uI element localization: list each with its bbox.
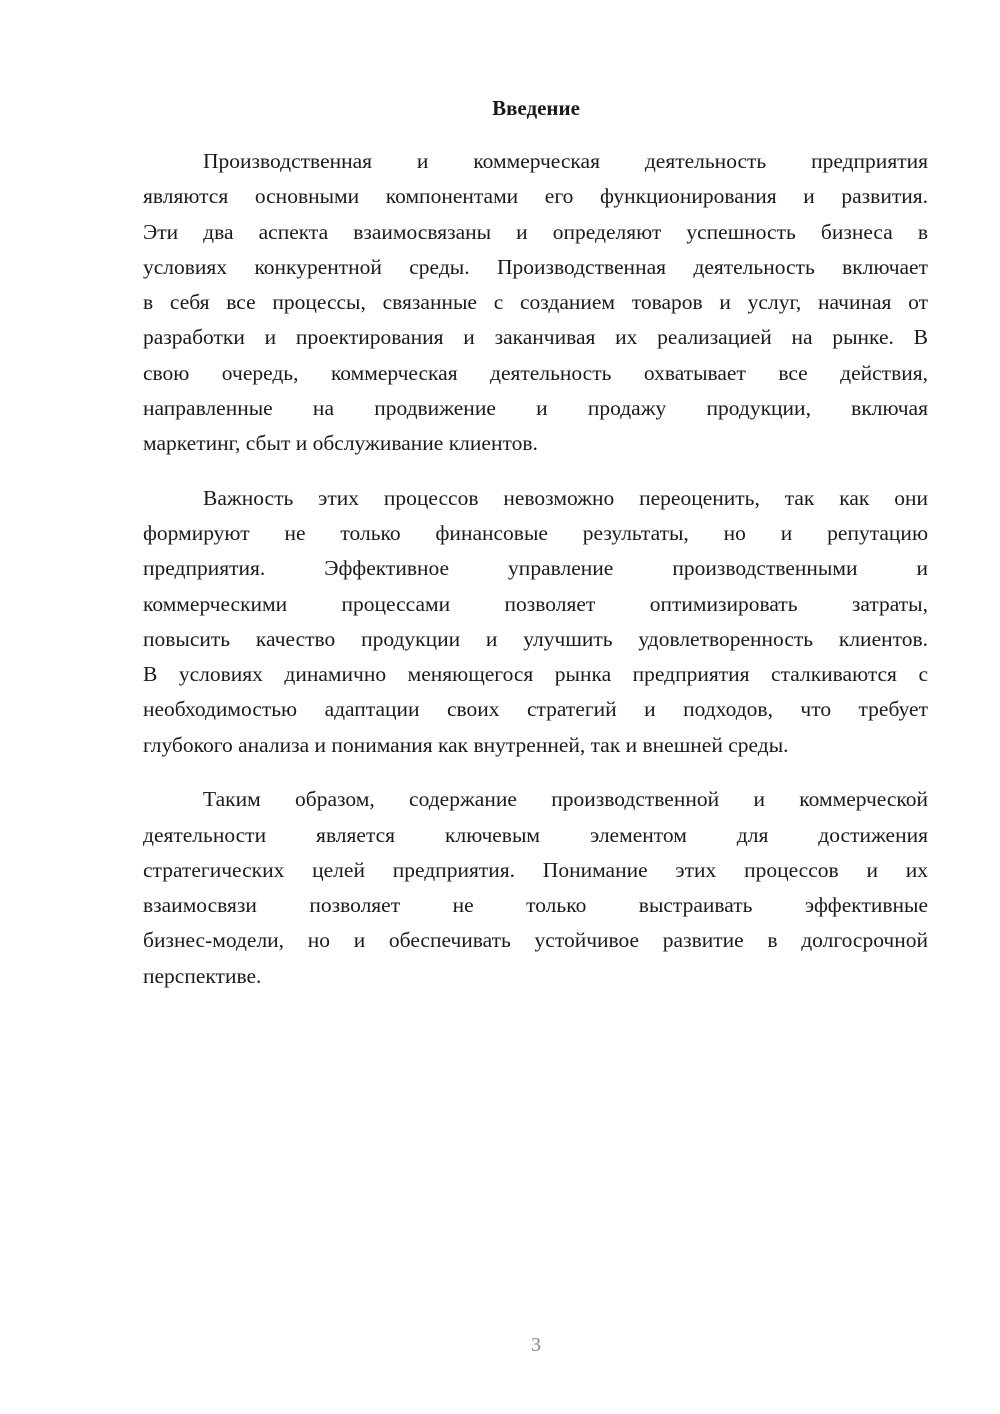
text-line: деятельности является ключевым элементом для достижения	[143, 822, 928, 847]
text-line: маркетинг, сбыт и обслуживание клиентов.	[143, 431, 538, 455]
text-line: условиях конкурентной среды. Производственная деятельность включает	[143, 254, 928, 279]
section-title: Введение	[492, 96, 580, 120]
text-line: перспективе.	[143, 963, 262, 988]
paragraph	[143, 782, 928, 994]
text-line: формируют не только финансовые результаты, но и репутацию	[143, 521, 928, 545]
paragraph	[143, 481, 928, 763]
text-line: разработки и проектирования и заканчивая их реализацией на рынке. В	[143, 325, 928, 350]
text-line: коммерческими процессами позволяет оптимизировать затраты,	[143, 591, 928, 616]
text-line: взаимосвязи позволяет не только выстраивать эффективные	[143, 893, 928, 917]
text-line: Важность этих процессов невозможно переоценить, так как они	[203, 485, 928, 510]
text-line: Производственная и коммерческая деятельность предприятия	[203, 149, 928, 173]
paragraph	[143, 144, 928, 461]
text-line: необходимостью адаптации своих стратегий и подходов, что требует	[143, 697, 928, 722]
text-line: в себя все процессы, связанные с созданием товаров и услуг, начиная от	[143, 290, 928, 314]
text-line: направленные на продвижение и продажу продукции, включая	[143, 395, 928, 420]
text-line: повысить качество продукции и улучшить удовлетворенность клиентов.	[143, 626, 928, 651]
text-line: Таким образом, содержание производственной и коммерческой	[203, 787, 928, 812]
text-line: являются основными компонентами его функционирования и развития.	[143, 184, 928, 209]
text-line: бизнес-модели, но и обеспечивать устойчивое развитие в долгосрочной	[143, 928, 928, 953]
text-line: Эти два аспекта взаимосвязаны и определяют успешность бизнеса в	[143, 219, 928, 244]
text-line: глубокого анализа и понимания как внутренней, так и внешней среды.	[143, 732, 789, 757]
text-line: стратегических целей предприятия. Понимание этих процессов и их	[143, 857, 928, 882]
text-line: предприятия. Эффективное управление производственными и	[143, 556, 928, 581]
text-line: В условиях динамично меняющегося рынка предприятия сталкиваются с	[143, 662, 928, 686]
document-body	[143, 144, 928, 1013]
text-line: свою очередь, коммерческая деятельность охватывает все действия,	[143, 360, 928, 385]
page-number: 3	[531, 1334, 541, 1356]
